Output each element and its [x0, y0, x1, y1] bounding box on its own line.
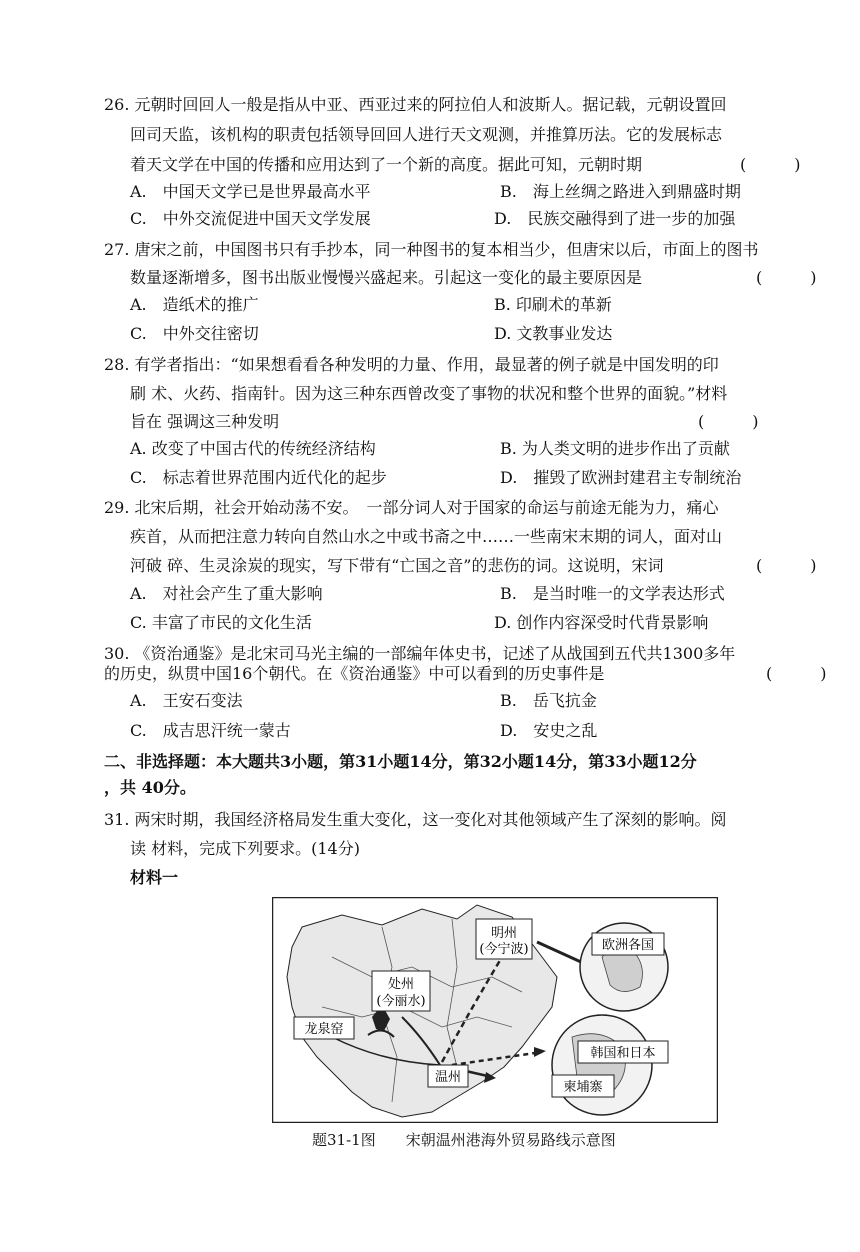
label-wenzhou: 温州 [434, 1070, 462, 1085]
q26-option-a: A. 中国天文学已是世界最高水平 [130, 182, 371, 201]
q29-option-b: B. 是当时唯一的文学表达形式 [500, 584, 725, 603]
q26-answer-paren: ( ) [740, 155, 801, 174]
q29-option-c: C. 丰富了市民的文化生活 [130, 613, 312, 632]
q26-option-d: D. 民族交融得到了进一步的加强 [494, 209, 736, 228]
q28-line1: 28. 有学者指出：“如果想看看各种发明的力量、作用，最显著的例子就是中国发明的印 [104, 355, 719, 374]
q26-option-b: B. 海上丝绸之路进入到鼎盛时期 [500, 182, 741, 201]
q26-line2: 回司天监，该机构的职责包括领导回回人进行天文观测，并推算历法。它的发展标志 [130, 125, 723, 144]
q27-option-a: A. 造纸术的推广 [130, 295, 259, 314]
q27-line2: 数量逐渐增多，图书出版业慢慢兴盛起来。引起这一变化的最主要原因是 [130, 268, 643, 287]
q30-line2: 的历史，纵贯中国16个朝代。在《资治通鉴》中可以看到的历史事件是 [104, 664, 605, 683]
q29-option-a: A. 对社会产生了重大影响 [130, 584, 323, 603]
q27-line1: 27. 唐宋之前，中国图书只有手抄本，同一种图书的复本相当少，但唐宋以后，市面上的图书 [104, 240, 759, 259]
q29-line1: 29. 北宋后期，社会开始动荡不安。 一部分词人对于国家的命运与前途无能为力，痛心 [104, 498, 719, 517]
q30-line1: 30. 《资治通鉴》是北宋司马光主编的一部编年体史书，记述了从战国到五代共1300多年 [104, 644, 736, 663]
section2-heading-line1: 二、非选择题：本大题共3小题，第31小题14分，第32小题14分，第33小题12分 [104, 752, 697, 771]
label-chuzhou-1: 处州 [387, 977, 415, 992]
q29-line3: 河破 碎、生灵涂炭的现实，写下带有“亡国之音”的悲伤的词。这说明，宋词 [130, 556, 664, 575]
q30-option-a: A. 王安石变法 [130, 691, 243, 710]
section2-heading-line2: ，共 40分。 [104, 778, 196, 797]
q31-line1: 31. 两宋时期，我国经济格局发生重大变化，这一变化对其他领域产生了深刻的影响。阅 [104, 810, 727, 829]
q29-option-d: D. 创作内容深受时代背景影响 [494, 613, 709, 632]
label-korea-japan: 韩国和日本 [590, 1046, 656, 1061]
q27-option-c: C. 中外交往密切 [130, 324, 259, 343]
q28-option-c: C. 标志着世界范围内近代化的起步 [130, 468, 387, 487]
label-europe: 欧洲各国 [601, 938, 655, 953]
q28-line3: 旨在 强调这三种发明 [130, 412, 280, 431]
q26-option-c: C. 中外交流促进中国天文学发展 [130, 209, 371, 228]
q27-option-b: B. 印刷术的革新 [494, 295, 612, 314]
q28-line2: 刷 术、火药、指南针。因为这三种东西曾改变了事物的状况和整个世界的面貌。”材料 [130, 384, 728, 403]
song-wenzhou-trade-map [272, 897, 718, 1123]
q29-line2: 疾首，从而把注意力转向自然山水之中或书斋之中……一些南宋末期的词人，面对山 [130, 527, 723, 546]
label-chuzhou-2: (今丽水) [376, 994, 426, 1009]
material-label: 材料一 [130, 868, 179, 887]
q28-option-d: D. 摧毁了欧洲封建君主专制统治 [500, 468, 742, 487]
q30-answer-paren: ( ) [766, 664, 827, 683]
q30-option-c: C. 成吉思汗统一蒙古 [130, 721, 291, 740]
q29-answer-paren: ( ) [756, 556, 817, 575]
q26-line1: 26. 元朝时回回人一般是指从中亚、西亚过来的阿拉伯人和波斯人。据记载，元朝设置回 [104, 95, 727, 114]
q30-option-d: D. 安史之乱 [500, 721, 598, 740]
q28-option-a: A. 改变了中国古代的传统经济结构 [130, 439, 376, 458]
label-mingzhou-1: 明州 [490, 926, 518, 941]
q28-answer-paren: ( ) [698, 412, 759, 431]
q30-option-b: B. 岳飞抗金 [500, 691, 597, 710]
label-cambodia: 柬埔寨 [563, 1080, 603, 1095]
q31-line2: 读 材料，完成下列要求。(14分) [130, 839, 360, 858]
figure-caption: 题31-1图 宋朝温州港海外贸易路线示意图 [312, 1131, 616, 1149]
q28-option-b: B. 为人类文明的进步作出了贡献 [500, 439, 730, 458]
label-mingzhou-2: (今宁波) [479, 942, 529, 957]
q27-option-d: D. 文教事业发达 [494, 324, 613, 343]
label-longquan: 龙泉窑 [304, 1022, 344, 1037]
q27-answer-paren: ( ) [756, 268, 817, 287]
q26-line3: 着天文学在中国的传播和应用达到了一个新的高度。据此可知，元朝时期 [130, 155, 643, 174]
